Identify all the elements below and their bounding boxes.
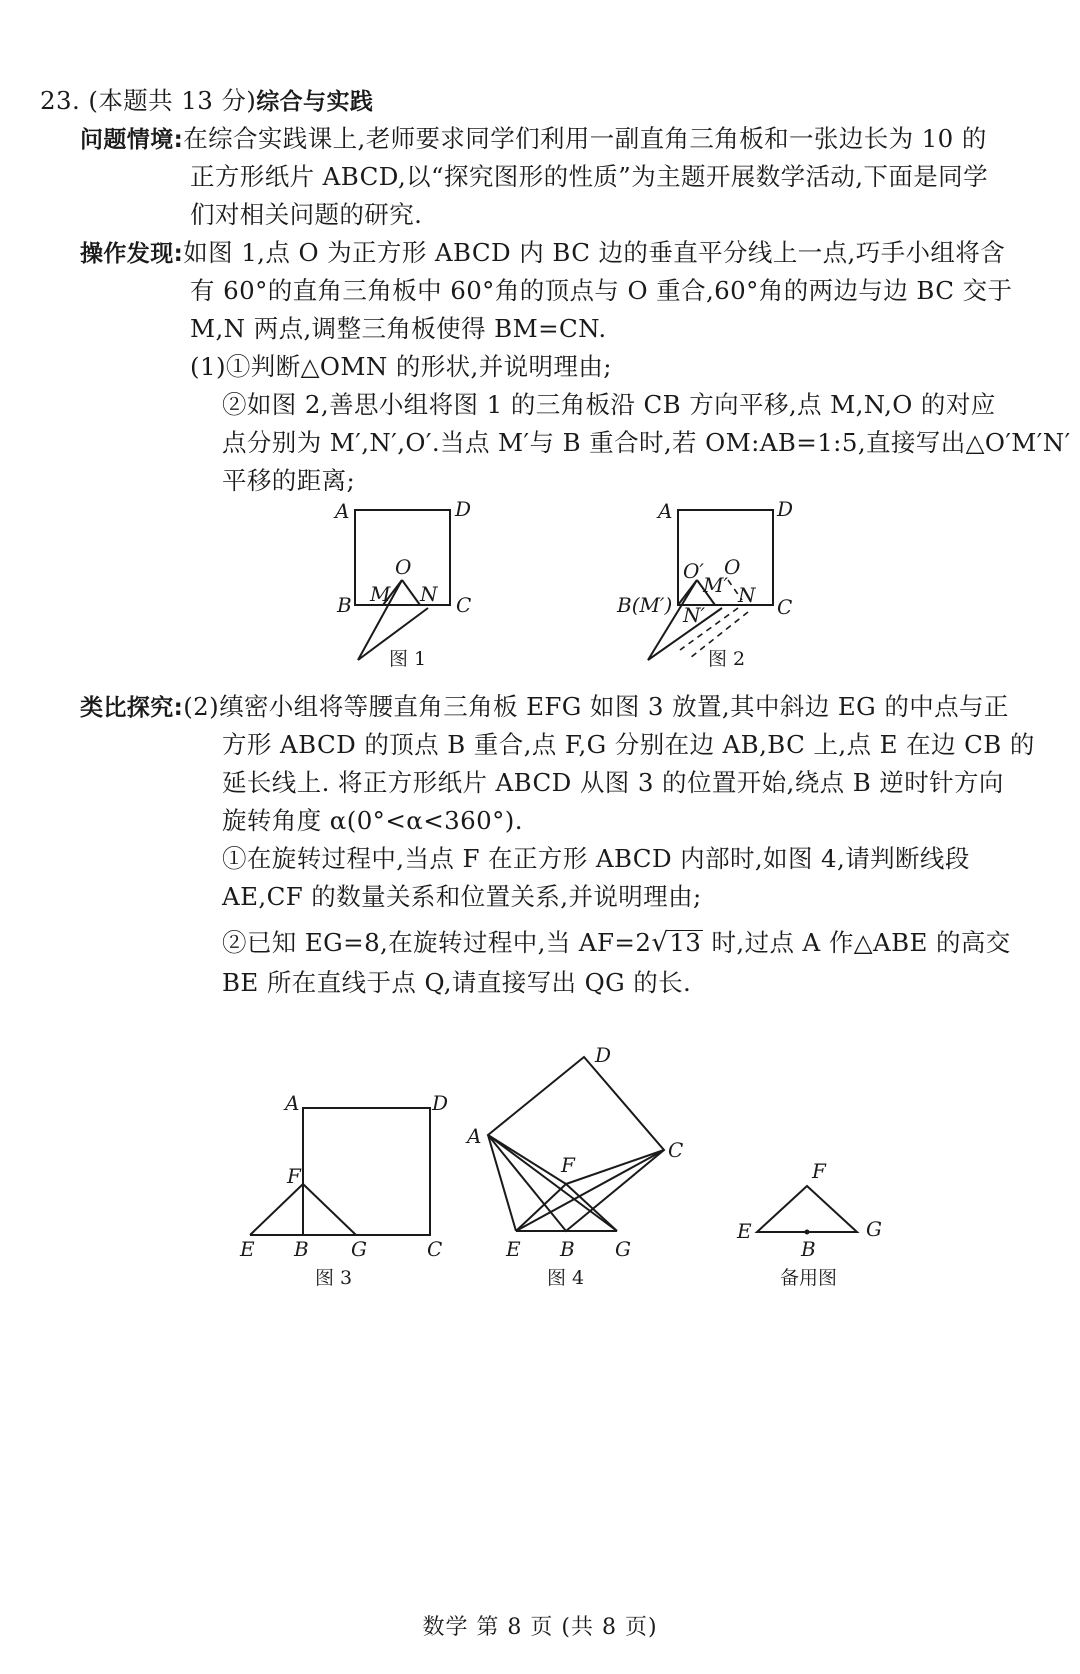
fig5-point-b: [805, 1230, 810, 1235]
radical-sign: √: [651, 928, 669, 958]
fig3-label-e: E: [240, 1237, 255, 1261]
fig1-label-o: O: [395, 555, 412, 579]
question-2-1-line-1: ①在旋转过程中,当点 F 在正方形 ABCD 内部时,如图 4,请判断线段: [222, 844, 970, 873]
question-1-2-line-2: 点分别为 M′,N′,O′.当点 M′与 B 重合时,若 OM:AB=1:5,直接写出△O′M′N′: [222, 428, 1071, 457]
analogy-line-4: 旋转角度 α(0°<α<360°).: [222, 806, 523, 835]
fig4-label-e: E: [506, 1237, 521, 1261]
fig2-label-o: O: [724, 555, 741, 579]
question-2-2-text-a: ②已知 EG=8,在旋转过程中,当 AF=2: [222, 928, 652, 957]
fig1-label-m: M: [370, 582, 391, 606]
question-2-2-line-2: BE 所在直线于点 Q,请直接写出 QG 的长.: [222, 968, 692, 997]
fig2-caption: 图 2: [708, 648, 746, 670]
fig3-label-f: F: [287, 1164, 301, 1188]
fig5-triangle-efg: [757, 1186, 857, 1232]
fig1-label-d: D: [455, 497, 472, 521]
operation-line-3: M,N 两点,调整三角板使得 BM=CN.: [190, 314, 607, 343]
fig4-triangle-efg: [516, 1184, 617, 1231]
fig5-label-b: B: [801, 1237, 816, 1261]
question-1-2-line-1: ②如图 2,善思小组将图 1 的三角板沿 CB 方向平移,点 M,N,O 的对应: [222, 390, 996, 419]
fig2-label-d: D: [777, 497, 794, 521]
sqrt-value: 13: [669, 928, 702, 957]
fig4-segment-ce: [516, 1150, 664, 1231]
analogy-text-1: (2)缜密小组将等腰直角三角板 EFG 如图 3 放置,其中斜边 EG 的中点与正: [183, 692, 1009, 721]
fig3-label-g: G: [351, 1237, 367, 1261]
fig4-segment-ag: [488, 1135, 617, 1231]
fig4-label-b: B: [560, 1237, 575, 1261]
fig2-label-o2: O′: [683, 559, 704, 583]
question-number: 23.: [40, 86, 81, 115]
fig2-label-n2: N′: [683, 603, 706, 627]
figure-spare: [736, 1159, 882, 1289]
figure-3: [239, 1091, 448, 1289]
fig4-caption: 图 4: [547, 1267, 585, 1289]
fig3-label-c: C: [427, 1237, 443, 1261]
fig5-caption: 备用图: [780, 1267, 838, 1289]
analogy-line-2: 方形 ABCD 的顶点 B 重合,点 F,G 分别在边 AB,BC 上,点 E 在边 CB 的: [222, 730, 1035, 759]
context-label: 问题情境:: [80, 127, 184, 153]
figure-1: [333, 497, 471, 670]
fig1-label-a: A: [335, 499, 350, 523]
operation-line-2: 有 60°的直角三角板中 60°角的顶点与 O 重合,60°角的两边与边 BC 交于: [190, 276, 1013, 305]
fig2-label-m2: M′: [703, 573, 729, 597]
fig1-label-b: B: [337, 593, 352, 617]
fig4-segment-cf: [566, 1150, 664, 1184]
fig4-label-c: C: [668, 1138, 684, 1162]
fig3-caption: 图 3: [315, 1267, 353, 1289]
fig1-label-n: N: [420, 582, 438, 606]
question-score: (本题共 13 分): [88, 86, 257, 115]
page-footer: 数学 第 8 页 (共 8 页): [422, 1615, 658, 1640]
fig3-label-a: A: [285, 1091, 300, 1115]
analogy-line-3: 延长线上. 将正方形纸片 ABCD 从图 3 的位置开始,绕点 B 逆时针方向: [222, 768, 1004, 797]
fig2-label-c: C: [777, 595, 793, 619]
fig4-label-a: A: [467, 1124, 482, 1148]
fig1-caption: 图 1: [389, 648, 427, 670]
question-2-1-line-2: AE,CF 的数量关系和位置关系,并说明理由;: [222, 882, 702, 911]
fig4-label-f: F: [561, 1153, 575, 1177]
question-1-2-line-3: 平移的距离;: [222, 466, 356, 495]
fig5-label-g: G: [866, 1217, 882, 1241]
fig1-side-on: [402, 580, 420, 605]
fig4-square: [488, 1057, 664, 1231]
figure-4: [465, 1043, 683, 1289]
fig3-label-d: D: [432, 1091, 449, 1115]
fig1-label-c: C: [456, 593, 472, 617]
figure-2: [616, 497, 793, 670]
analogy-label: 类比探究:: [80, 695, 184, 721]
fig2-label-a: A: [658, 499, 673, 523]
question-1-1: (1)①判断△OMN 的形状,并说明理由;: [190, 352, 612, 381]
fig3-label-b: B: [294, 1237, 309, 1261]
context-text-1: 在综合实践课上,老师要求同学们利用一副直角三角板和一张边长为 10 的: [183, 124, 987, 153]
question-topic: 综合与实践: [256, 89, 374, 115]
fig2-label-b: B(M′): [617, 593, 673, 617]
context-line-2: 正方形纸片 ABCD,以“探究图形的性质”为主题开展数学活动,下面是同学: [190, 162, 988, 191]
fig5-label-e: E: [737, 1219, 752, 1243]
operation-text-1: 如图 1,点 O 为正方形 ABCD 内 BC 边的垂直平分线上一点,巧手小组将含: [183, 238, 1006, 267]
fig3-square: [303, 1108, 430, 1235]
question-2-2-text-b: 时,过点 A 作△ABE 的高交: [703, 928, 1011, 957]
fig4-label-d: D: [595, 1043, 612, 1067]
fig5-label-f: F: [812, 1159, 826, 1183]
fig2-label-n: N: [738, 583, 756, 607]
context-line-3: 们对相关问题的研究.: [190, 200, 423, 229]
operation-label: 操作发现:: [80, 241, 184, 267]
fig4-label-g: G: [615, 1237, 631, 1261]
